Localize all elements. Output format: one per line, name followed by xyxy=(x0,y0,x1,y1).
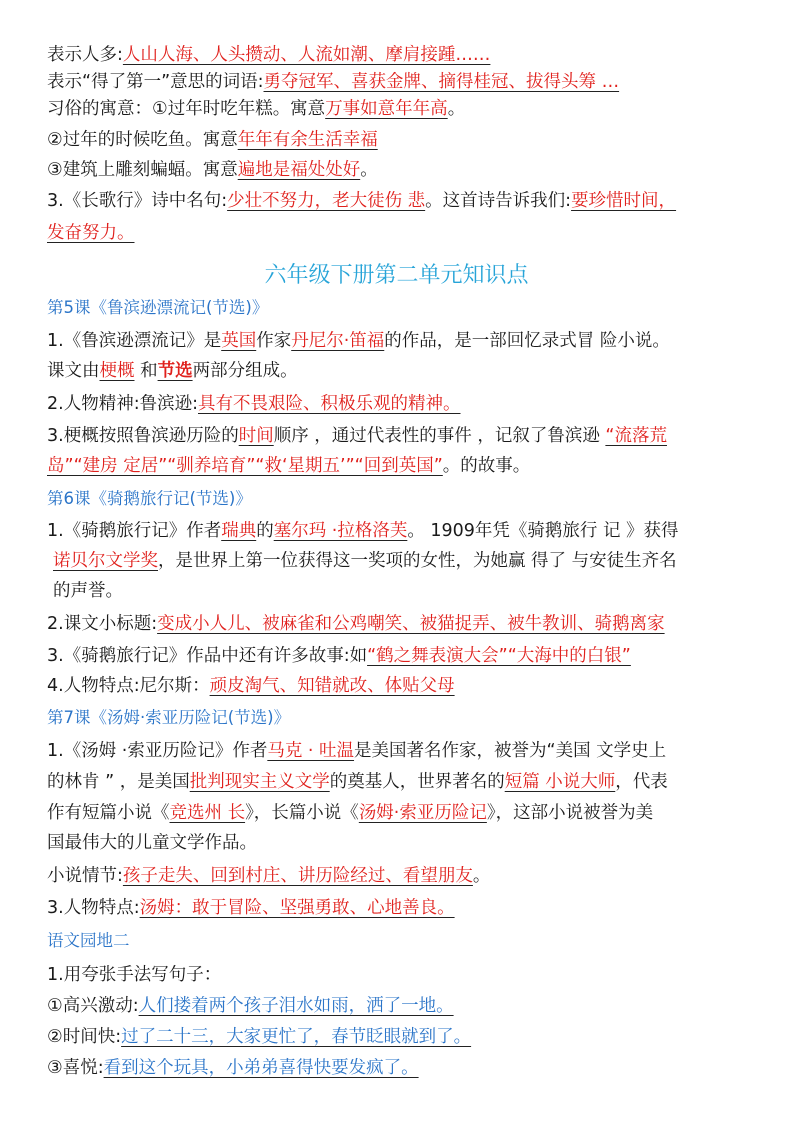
label: 2.课文小标题: xyxy=(47,614,158,634)
text-line xyxy=(47,643,631,669)
text-line xyxy=(47,962,221,988)
label: 习俗的寓意：①过年时吃年糕。寓意 xyxy=(47,99,326,119)
lesson-heading: 第6课《骑鹅旅行记(节选)》 xyxy=(47,489,252,508)
punct: 。 xyxy=(447,99,466,119)
answer: 瑞典 xyxy=(221,521,257,541)
text-line xyxy=(47,127,378,153)
answer: 汤姆：敢于冒险、坚强勇敢、心地善良。 xyxy=(139,898,455,918)
text-line xyxy=(53,548,677,574)
answer: 批判现实主义文学 xyxy=(189,772,330,792)
answer: “鹤之舞表演大会”“大海中的白银” xyxy=(367,646,631,666)
label: 3.《骑鹅旅行记》作品中还有许多故事:如 xyxy=(47,646,368,666)
text-line xyxy=(47,69,619,95)
answer: 孩子走失、回到村庄、讲历险经过、看望朋友 xyxy=(122,866,473,886)
label: 1.用夸张手法写句子： xyxy=(47,965,222,985)
label: 的奠基人，世界著名的 xyxy=(329,772,505,792)
label: 的 xyxy=(256,521,274,541)
label: ，代表 xyxy=(615,772,668,792)
punct: 。 xyxy=(360,160,378,180)
answer: 过了二十三，大家更忙了，春节眨眼就到了。 xyxy=(121,1027,472,1047)
label: 。这首诗告诉我们: xyxy=(425,191,572,211)
text-line xyxy=(47,993,454,1019)
label: 1.《鲁滨逊漂流记》是 xyxy=(47,331,222,351)
label: 表示“得了第一”意思的词语: xyxy=(47,72,264,92)
answer: 竞选州 长 xyxy=(169,803,246,823)
label: 4.人物特点:尼尔斯： xyxy=(47,676,210,696)
text-line xyxy=(47,769,668,795)
label: 。的故事。 xyxy=(442,456,531,476)
label: 表示人多: xyxy=(47,45,123,65)
label: ③建筑上雕刻蝙蝠。寓意 xyxy=(47,160,238,180)
label: ②过年的时候吃鱼。寓意 xyxy=(47,130,238,150)
text-line xyxy=(47,863,490,889)
label: 是美国著名作家，被誉为“美国 文学史上 xyxy=(354,741,667,761)
text-line xyxy=(47,453,530,479)
label: 两部分组成。 xyxy=(192,361,298,381)
label: 的林肯 ” ，是美国 xyxy=(47,772,190,792)
answer: 人山人海、人头攒动、人流如潮、摩肩接踵…… xyxy=(122,45,491,65)
answer: 诺贝尔文学奖 xyxy=(53,551,158,571)
answer: 顽皮淘气、知错就改、体贴父母 xyxy=(209,676,455,696)
label: 。 xyxy=(472,866,491,886)
lesson-heading: 第7课《汤姆·索亚历险记(节选)》 xyxy=(47,708,291,727)
answer: 英国 xyxy=(221,331,257,351)
answer: 年年有余生活幸福 xyxy=(237,130,378,150)
text-line xyxy=(47,42,490,68)
text-line xyxy=(47,830,257,856)
lesson-heading: 第5课《鲁滨逊漂流记(节选)》 xyxy=(47,298,269,317)
answer: 具有不畏艰险、积极乐观的精神。 xyxy=(198,394,461,414)
text-line xyxy=(47,1055,419,1081)
answer: 要珍惜时间， xyxy=(571,191,677,211)
label: ②时间快: xyxy=(47,1027,122,1047)
label: ③喜悦: xyxy=(47,1058,104,1078)
answer: 时间 xyxy=(238,426,274,446)
text-line xyxy=(47,518,679,544)
text-line xyxy=(47,157,378,183)
label: 的作品，是一部回忆录式冒 险小说。 xyxy=(384,331,670,351)
answer: 万事如意年年高 xyxy=(325,99,448,119)
answer: “流落荒 xyxy=(605,426,667,446)
label: 》，长篇小说《 xyxy=(245,803,359,823)
answer: 马克 · 吐温 xyxy=(267,741,355,761)
answer: 少壮不努力，老大徒伤 悲 xyxy=(227,191,426,211)
text-line xyxy=(47,96,465,122)
text-line xyxy=(47,611,665,637)
label: ①高兴激动: xyxy=(47,996,139,1016)
answer: 梗概 xyxy=(99,361,135,381)
text-line xyxy=(47,895,455,921)
text-line xyxy=(47,220,135,246)
text-line xyxy=(47,328,670,354)
label: 》，这部小说被誉为美 xyxy=(486,803,654,823)
answer: 发奋努力。 xyxy=(47,223,135,243)
text-line xyxy=(53,578,123,604)
label: 课文由 xyxy=(47,361,100,381)
label: 1.《汤姆 ·索亚历险记》作者 xyxy=(47,741,268,761)
text-line xyxy=(47,1024,471,1050)
label: 3.人物特点: xyxy=(47,898,140,918)
text-line xyxy=(47,188,676,214)
label: 3.《长歌行》诗中名句: xyxy=(47,191,228,211)
section-title: 六年级下册第二单元知识点 xyxy=(264,263,529,288)
text-line xyxy=(47,423,667,449)
label: 作家 xyxy=(256,331,292,351)
text-line xyxy=(47,391,461,417)
label: 。 1909年凭《骑鹅旅行 记 》获得 xyxy=(407,521,679,541)
answer: 变成小人儿、被麻雀和公鸡嘲笑、被猫捉弄、被牛教训、骑鹅离家 xyxy=(157,614,665,634)
label: 3.梗概按照鲁滨逊历险的 xyxy=(47,426,239,446)
label: 2.人物精神:鲁滨逊: xyxy=(47,394,198,414)
answer: 汤姆·索亚历险记 xyxy=(358,803,487,823)
answer: 塞尔玛 ·拉格洛芙 xyxy=(273,521,408,541)
text-line xyxy=(47,800,653,826)
label: 和 xyxy=(134,361,158,381)
label: ，是世界上第一位获得这一奖项的女性，为她赢 得了 与安徒生齐名 xyxy=(158,551,677,571)
text-line xyxy=(47,673,455,699)
label: 1.《骑鹅旅行记》作者 xyxy=(47,521,222,541)
answer: 短篇 小说大师 xyxy=(504,772,616,792)
answer: 岛”“建房 定居”“驯养培育”“救‘星期五’”“回到英国” xyxy=(47,456,443,476)
label: 作有短篇小说《 xyxy=(47,803,170,823)
answer: 人们搂着两个孩子泪水如雨，洒了一地。 xyxy=(138,996,454,1016)
label: 顺序 ，通过代表性的事件 ，记叙了鲁滨逊 xyxy=(273,426,606,446)
label: 国最伟大的儿童文学作品。 xyxy=(47,833,257,853)
label: 的声誉。 xyxy=(53,581,123,601)
label: 小说情节: xyxy=(47,866,123,886)
section-heading: 语文园地二 xyxy=(47,931,130,950)
answer: 勇夺冠军、喜获金牌、摘得桂冠、拔得头筹 … xyxy=(263,72,620,92)
answer: 遍地是福处处好 xyxy=(237,160,361,180)
text-line xyxy=(47,738,666,764)
answer: 丹尼尔·笛福 xyxy=(291,331,385,351)
text-line xyxy=(47,358,298,384)
answer: 看到这个玩具，小弟弟喜得快要发疯了。 xyxy=(103,1058,419,1078)
answer: 节选 xyxy=(157,361,193,381)
